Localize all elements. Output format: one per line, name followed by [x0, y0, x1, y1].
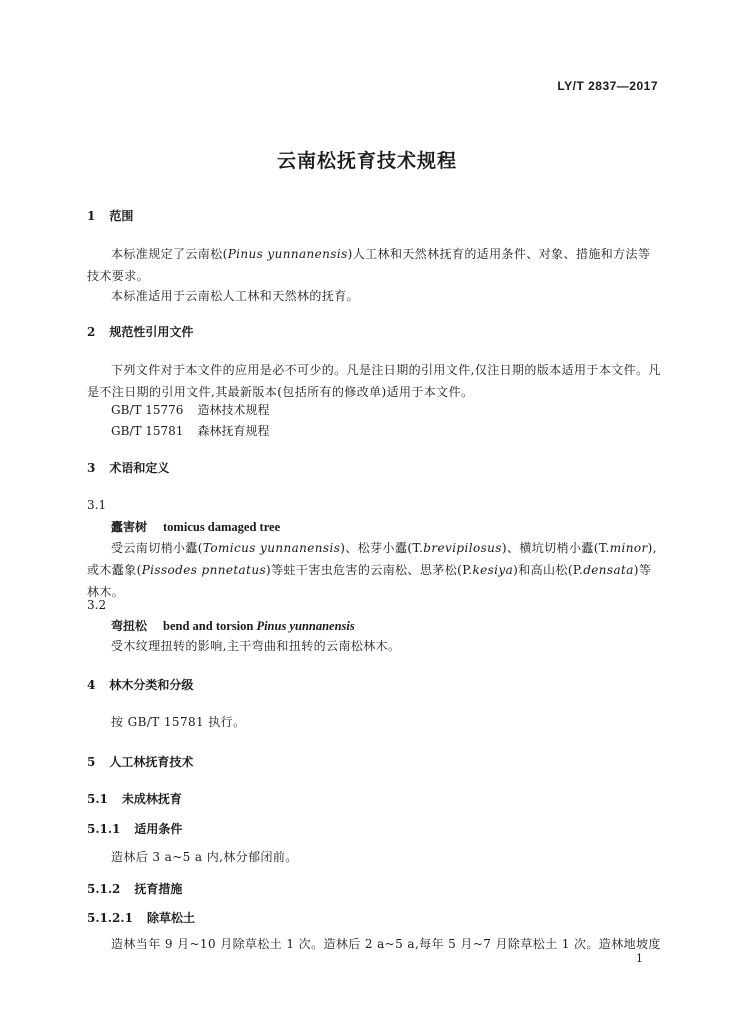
standard-code: LY/T 2837—2017: [557, 79, 658, 93]
term-english: tomicus damaged tree: [163, 520, 281, 534]
subsection-5-1-2-1-heading: [87, 909, 195, 926]
reference-item: [111, 421, 269, 442]
section-number: 4: [87, 678, 96, 692]
section-5-heading: [87, 753, 193, 770]
term-number: 3.1: [87, 498, 107, 512]
section-1-heading: [87, 207, 133, 224]
section-title: 规范性引用文件: [109, 325, 194, 339]
section-3-heading: [87, 459, 169, 476]
subsection-5-1-1-paragraph: 造林后 3 a~5 a 内,林分郁闭前。: [111, 850, 298, 864]
section-number: 5: [87, 755, 96, 769]
term-english: bend and torsion Pinus yunnanensis: [163, 619, 355, 633]
section-title: 林木分类和分级: [109, 678, 194, 692]
section-4-paragraph-1: 按 GB/T 15781 执行。: [111, 715, 246, 729]
reference-name: 造林技术规程: [197, 403, 270, 417]
section-number: 3: [87, 461, 96, 475]
section-number: 2: [87, 325, 96, 339]
section-title: 人工林抚育技术: [109, 755, 194, 769]
subsection-5-1-heading: [87, 790, 182, 807]
section-title: 适用条件: [134, 822, 183, 836]
document-title: 云南松抚育技术规程: [276, 150, 457, 172]
reference-code: GB/T 15776: [111, 403, 184, 417]
section-title: 未成林抚育: [121, 792, 182, 806]
term-number: 3.2: [87, 598, 107, 612]
section-title: 除草松土: [146, 911, 195, 925]
term-heading: [111, 518, 280, 535]
section-title: 抚育措施: [134, 882, 183, 896]
section-2-paragraph-1: 下列文件对于本文件的应用是必不可少的。凡是注日期的引用文件,仅注日期的版本适用于本文件。凡是不注日期的引用文件,其最新版本(包括所有的修改单)适用于本文件。: [87, 363, 661, 399]
reference-name: 森林抚育规程: [197, 424, 270, 438]
section-number: 5.1: [87, 792, 108, 806]
page-number: 1: [636, 952, 643, 965]
section-title: 范围: [109, 209, 134, 223]
term-definition: 受云南切梢小蠹(Tomicus yunnanensis)、松芽小蠹(T.brevipilosus)、横坑切梢小蠹(T.minor),或木蠹象(Pissodes pnnetatus)等蛀干害虫危害的云南松、思茅松(P.kesiya)和高山松(P.densata)等林木。: [87, 541, 657, 599]
subsection-5-1-1-heading: [87, 820, 182, 837]
term-chinese: 弯扭松: [111, 619, 148, 633]
section-number: 5.1.2.1: [87, 911, 133, 925]
term-chinese: 蠹害树: [111, 520, 148, 534]
section-number: 5.1.2: [87, 882, 121, 896]
section-4-heading: [87, 676, 193, 693]
term-heading: [111, 617, 355, 634]
section-number: 1: [87, 209, 96, 223]
subsection-5-1-2-heading: [87, 880, 182, 897]
section-2-heading: [87, 323, 193, 340]
section-title: 术语和定义: [109, 461, 170, 475]
reference-item: [111, 400, 269, 421]
term-definition: 受木纹理扭转的影响,主干弯曲和扭转的云南松林木。: [111, 639, 401, 653]
subsection-5-1-2-1-paragraph: 造林当年 9 月~10 月除草松土 1 次。造林后 2 a~5 a,每年 5 月~7 月除草松土 1 次。造林地坡度: [111, 937, 661, 951]
section-1-paragraph-1: 本标准规定了云南松(Pinus yunnanensis)人工林和天然林抚育的适用条件、对象、措施和方法等技术要求。: [87, 247, 651, 283]
section-number: 5.1.1: [87, 822, 121, 836]
reference-code: GB/T 15781: [111, 424, 184, 438]
section-1-paragraph-2: 本标准适用于云南松人工林和天然林的抚育。: [111, 289, 360, 303]
